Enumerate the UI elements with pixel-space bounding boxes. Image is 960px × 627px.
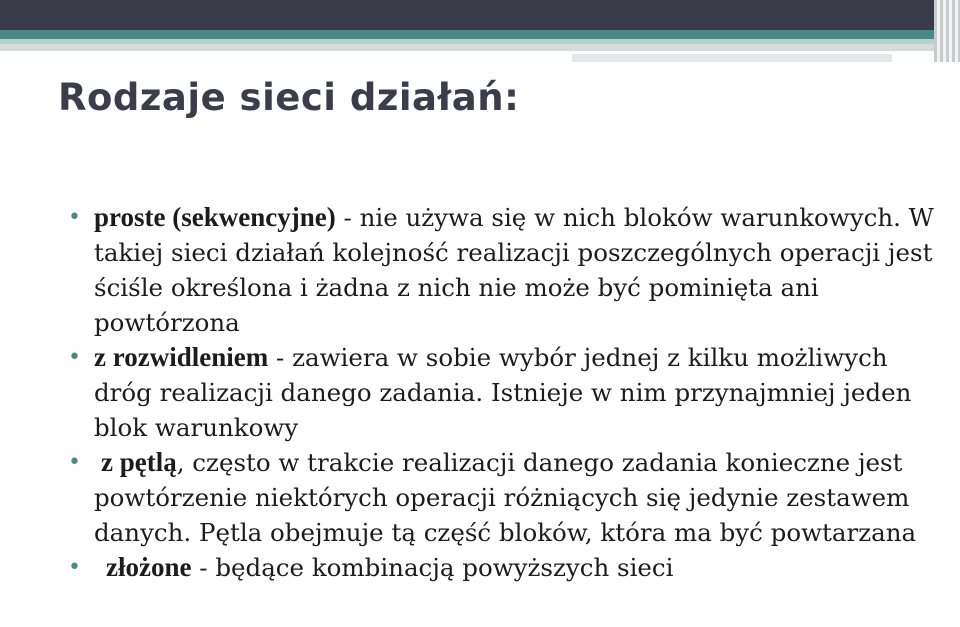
header-accent-band xyxy=(572,54,892,62)
bullet-dot-icon: • xyxy=(68,450,81,475)
item-description: - zawiera w sobie wybór jednej z kilku możliwych dróg realizacji danego zadania. Istnieje w nim przynajmniej jeden blok warunkowy xyxy=(94,343,912,442)
bullet-dot-icon: • xyxy=(68,555,81,580)
header-bar-teal xyxy=(0,30,960,39)
item-term: z pętlą xyxy=(101,447,177,477)
list-item-petla xyxy=(58,445,938,550)
item-description: , często w trakcie realizacji danego zadania konieczne jest powtórzenie niektórych operacji różniących się jedynie zestawem danych. Pętla obejmuje tą część bloków, która ma być powtarzana xyxy=(94,448,917,547)
bullet-dot-icon: • xyxy=(68,345,81,370)
header-stripes xyxy=(934,0,960,62)
item-term: z rozwidleniem xyxy=(94,342,269,372)
slide-title: Rodzaje sieci działań: xyxy=(58,76,520,119)
list-item-zlozone xyxy=(58,550,938,585)
item-description: - będące kombinacją powyższych sieci xyxy=(191,553,674,582)
item-term: złożone xyxy=(106,552,192,582)
list-item-proste xyxy=(58,200,938,340)
bullet-list xyxy=(58,200,938,585)
bullet-dot-icon: • xyxy=(68,205,81,230)
item-description: - nie używa się w nich bloków warunkowych. W takiej sieci działań kolejność realizacji poszczególnych operacji jest ściśle określona i żadna z nich nie może być pominięta ani powtórzona xyxy=(94,203,934,337)
header-bar-gray xyxy=(0,44,960,51)
item-term: proste (sekwencyjne) xyxy=(94,202,336,232)
list-item-rozwidlenie xyxy=(58,340,938,445)
header-bar-dark xyxy=(0,0,960,30)
